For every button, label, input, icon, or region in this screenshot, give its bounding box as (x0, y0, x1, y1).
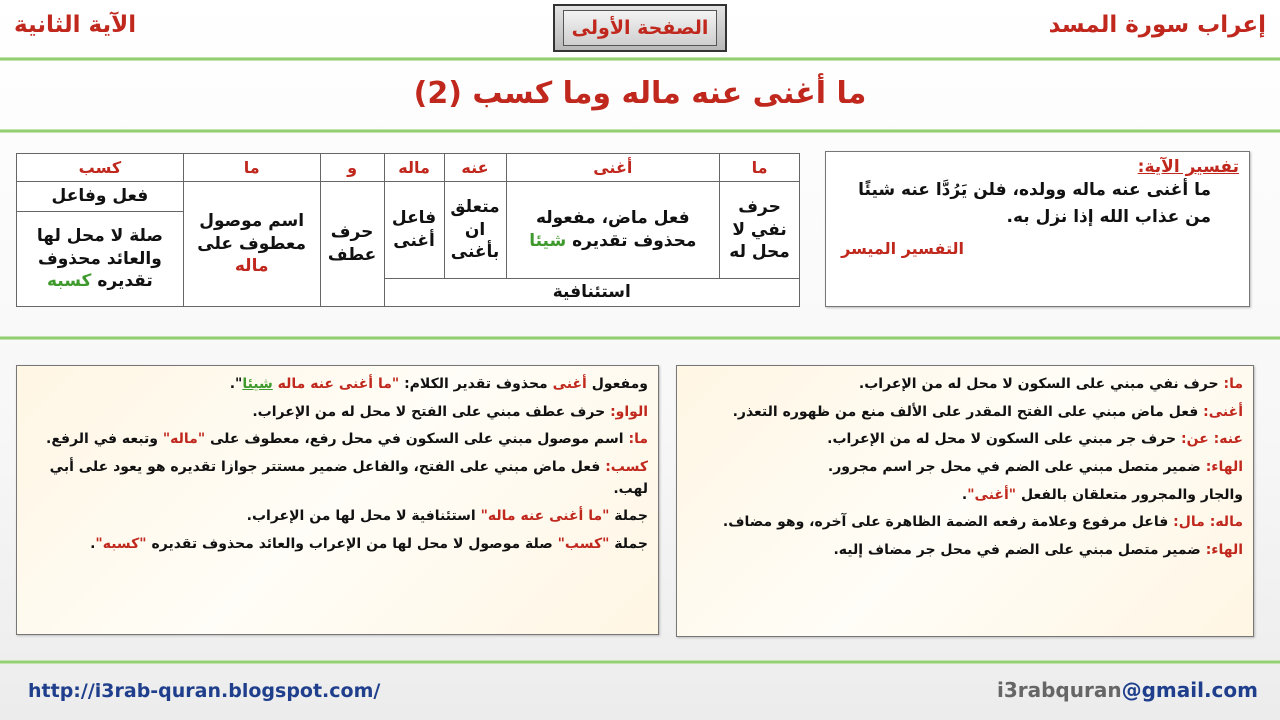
irab-text: محذوف تقدير الكلام: (399, 376, 553, 392)
irab-quote: "ما أغنى عنه ماله (272, 376, 400, 392)
th-waw: و (320, 154, 384, 182)
irab-line-jumla1 (27, 506, 648, 528)
irab-line-ha2 (687, 540, 1243, 562)
tafsir-text: ما أغنى عنه ماله وولده، فلن يَرُدَّا عنه شيئًا من عذاب الله إذا نزل به. (858, 180, 1211, 228)
divider-middle (0, 336, 1280, 340)
irab-line-object (27, 374, 648, 396)
irab-label: ما: (628, 431, 648, 448)
irab-panel-right (676, 365, 1254, 637)
th-ma2: ما (183, 154, 320, 182)
th-maluhu: ماله (384, 154, 444, 182)
page-label: الصفحة الأولى (563, 10, 717, 46)
cell-ma: حرف نفي لا محل له (720, 182, 800, 279)
irab-text: حرف نفي مبني على السكون لا محل له من الإعراب. (858, 376, 1224, 392)
irab-text: جملة (609, 536, 648, 553)
irab-quote: "ما أغنى عنه ماله" (480, 508, 610, 525)
irab-line-aghna (687, 402, 1243, 424)
cell-maluhu: فاعل أغنى (384, 182, 444, 279)
cell-ma2 (183, 182, 320, 307)
verse-text: ما أغنى عنه ماله وما كسب (2) (413, 76, 867, 111)
tafsir-box (825, 151, 1250, 307)
irab-label: عنه: عن: (1180, 431, 1243, 448)
irab-text: فعل ماض مبني على الفتح المقدر على الألف منع من ظهوره التعذر. (732, 403, 1204, 420)
divider-top (0, 57, 1280, 61)
irab-text-end: . (961, 486, 968, 503)
irab-table (16, 153, 800, 307)
irab-line-ma2 (27, 429, 648, 451)
irab-line-anhu (687, 429, 1243, 451)
cell-kasaba-top: فعل وفاعل (17, 182, 184, 212)
email-link[interactable] (997, 678, 1258, 702)
irab-text: والجار والمجرور متعلقان بالفعل (1016, 486, 1243, 503)
irab-line-kasaba (27, 457, 648, 500)
irab-text: ضمير متصل مبني على الضم في محل جر اسم مجرور. (827, 459, 1206, 476)
cell-aghna-object: شيئا (529, 231, 567, 251)
irab-text-end: وتبعه في الرفع. (46, 431, 163, 448)
irab-line-jar (687, 485, 1243, 507)
cell-waw: حرف عطف (320, 182, 384, 307)
cell-ma2-text: اسم موصول معطوف على (197, 210, 307, 254)
irab-text: فعل ماض مبني على الفتح، والفاعل ضمير مستتر جوازا تقديره هو يعود على أبي لهب. (49, 459, 648, 497)
th-anhu: عنه (444, 154, 506, 182)
irab-label: الهاء: (1205, 459, 1243, 476)
irab-label: ما: (1223, 376, 1243, 392)
irab-text: ضمير متصل مبني على الضم في محل جر مضاف إليه. (833, 542, 1206, 559)
irab-text: ومفعول (586, 376, 648, 392)
cell-aghna (506, 182, 720, 279)
irab-quote: "كسبه" (95, 536, 147, 553)
irab-line-ma (687, 374, 1243, 396)
irab-text: اسم موصول مبني على السكون في محل رفع، معطوف على (205, 431, 629, 448)
th-aghna: أغنى (506, 154, 720, 182)
irab-quote: "ماله" (162, 431, 206, 448)
irab-object-word: شيئا (242, 376, 273, 392)
irab-quote: "أغنى" (967, 486, 1017, 503)
irab-label: ماله: مال: (1173, 514, 1243, 531)
divider-bottom (0, 660, 1280, 664)
cell-aghna-text: فعل ماض، مفعوله محذوف تقديره (535, 208, 697, 251)
verse-number-title: الآية الثانية (14, 12, 137, 38)
irab-text-end: ". (229, 376, 243, 392)
divider-verse (0, 129, 1280, 133)
irab-line-waw (27, 402, 648, 424)
blog-url-link[interactable]: http://i3rab-quran.blogspot.com/ (28, 680, 381, 702)
cell-kasaba-ref: كسبه (46, 271, 92, 292)
cell-istinafiya: استئنافية (384, 279, 799, 307)
irab-text-end: . (90, 536, 96, 553)
tafsir-heading: تفسير الآية: (1137, 157, 1239, 177)
irab-text: جملة (609, 508, 648, 525)
irab-line-ha1 (687, 457, 1243, 479)
irab-panel-left (16, 365, 659, 635)
irab-line-jumla2 (27, 534, 648, 556)
irab-label: كسب: (605, 459, 648, 476)
tafsir-source: التفسير الميسر (841, 239, 964, 259)
irab-label: أغنى: (1203, 403, 1243, 420)
irab-text: حرف عطف مبني على الفتح لا محل له من الإعراب. (252, 403, 611, 420)
irab-line-maluhu (687, 512, 1243, 534)
irab-text: استئنافية لا محل لها من الإعراب. (246, 508, 481, 525)
irab-text: فاعل مرفوع وعلامة رفعه الضمة الظاهرة على آخره، وهو مضاف. (722, 514, 1174, 531)
cell-anhu: متعلق ان بأغنى (444, 182, 506, 279)
cell-kasaba (17, 212, 184, 307)
surah-title: إعراب سورة المسد (1048, 12, 1266, 38)
cell-kasaba-text: صلة لا محل لها والعائد محذوف تقديره (36, 225, 163, 292)
th-ma: ما (720, 154, 800, 182)
irab-label: الواو: (610, 403, 648, 420)
th-kasaba: كسب (17, 154, 184, 182)
email-user: i3rabquran (996, 678, 1122, 702)
cell-ma2-ref: ماله (234, 256, 269, 277)
page-label-box (553, 4, 727, 52)
irab-text: حرف جر مبني على السكون لا محل له من الإعراب. (827, 431, 1181, 448)
email-domain: @gmail.com (1121, 678, 1258, 702)
irab-word: أغنى (552, 376, 587, 392)
irab-text: صلة موصول لا محل لها من الإعراب والعائد محذوف تقديره (146, 536, 558, 553)
irab-label: الهاء: (1205, 542, 1243, 559)
irab-quote: "كسب" (557, 536, 610, 553)
